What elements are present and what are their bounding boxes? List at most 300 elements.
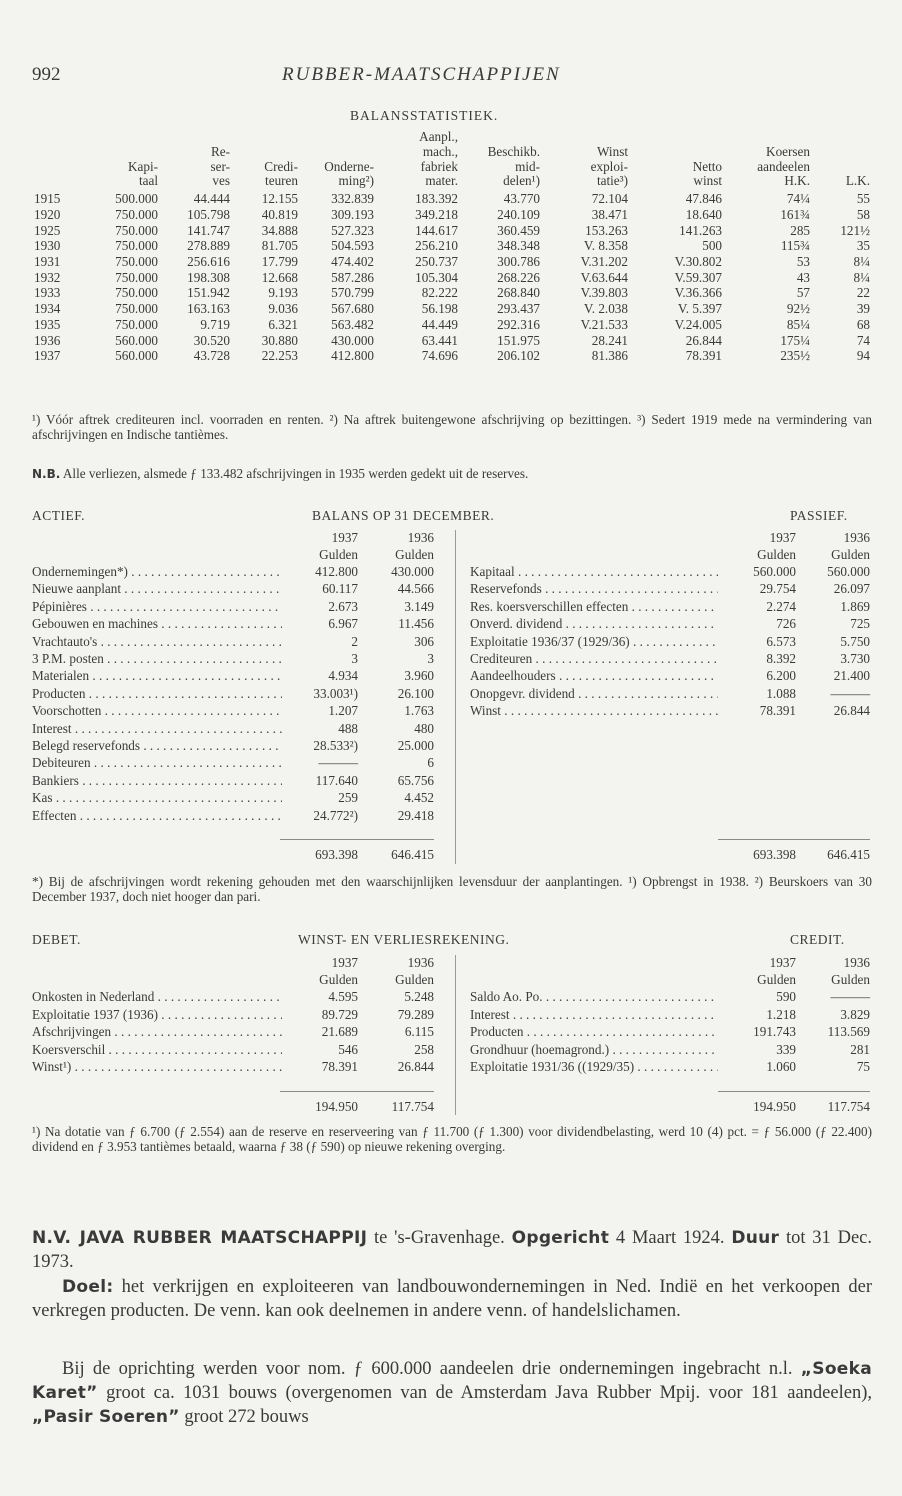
account-value-1937: 2.673 — [328, 598, 358, 614]
account-label: Interest . . . — [470, 1007, 718, 1023]
column-header-line: mid- — [515, 158, 540, 174]
account-row — [470, 1042, 870, 1058]
account-label: Effecten . . . — [32, 808, 282, 824]
account-value-1936: 560.000 — [827, 564, 870, 579]
statistics-cell: 57 — [796, 285, 810, 301]
statistics-cell: 39 — [856, 301, 870, 317]
statistics-cell: 85¼ — [786, 316, 810, 332]
account-value-1936: 26.097 — [833, 581, 870, 597]
account-value-1936: 6.115 — [404, 1024, 434, 1040]
statistics-cell: 750.000 — [115, 269, 158, 285]
account-value-1937: 89.729 — [321, 1006, 358, 1022]
statistics-cell: 30.880 — [261, 332, 298, 348]
statistics-cell: 235½ — [780, 348, 810, 364]
statistics-column-header — [812, 130, 872, 189]
account-value-1936: 25.000 — [397, 738, 434, 753]
statistics-cell: 161¾ — [780, 206, 810, 222]
column-year: 1937 — [769, 955, 796, 970]
pl-divider — [455, 955, 456, 1115]
total-rule — [280, 839, 434, 840]
balance-footnote: *) Bij de afschrijvingen wordt rekening gehouden met den waarschijnlijken levensduur der aanplantingen. ¹) Opbrengst in 1938. ²) Beurskoers van 30 December 1937, doch niet hooger dan pari. — [32, 874, 872, 904]
account-value-1936: 1.763 — [404, 703, 434, 719]
account-value-1936: ——— — [830, 989, 870, 1004]
statistics-cell: 349.218 — [415, 206, 458, 222]
statistics-cell: 1915 — [34, 191, 61, 207]
account-label: Grondhuur (hoemagrond.) . . . — [470, 1042, 718, 1058]
doel-label: Doel: — [62, 1277, 114, 1297]
column-header-line: ves — [212, 173, 230, 189]
statistics-cell: 500 — [702, 238, 722, 254]
account-row — [470, 564, 870, 580]
total-rule — [280, 1091, 434, 1092]
statistics-column-header — [74, 130, 160, 189]
statistics-cell: 474.402 — [331, 254, 374, 269]
account-label: Afschrijvingen . . . — [32, 1024, 282, 1040]
statistics-column-header — [160, 130, 232, 189]
statistics-row — [32, 270, 872, 286]
column-header-line: Aanpl., — [419, 129, 458, 144]
total-left-1936: 646.415 — [391, 847, 434, 862]
statistics-cell: 750.000 — [115, 316, 158, 332]
statistics-cell: 81.705 — [261, 238, 298, 254]
account-value-1937: 191.743 — [753, 1024, 796, 1040]
statistics-cell: 144.617 — [415, 222, 458, 238]
account-label: Interest . . . — [32, 721, 282, 737]
statistics-cell: 560.000 — [115, 332, 158, 348]
statistics-column-header — [542, 130, 630, 189]
p2-a: Bij de oprichting werden voor nom. ƒ 600.000 aandeelen drie ondernemingen ingebracht n.l. — [62, 1359, 801, 1379]
statistics-column-header — [32, 130, 74, 189]
statistics-cell: 292.316 — [497, 316, 540, 332]
statistics-cell: 183.392 — [415, 191, 458, 207]
account-label: Kas . . . — [32, 790, 282, 806]
account-value-1936: 21.400 — [833, 668, 870, 684]
account-value-1937: 117.640 — [315, 772, 358, 788]
statistics-cell: 1932 — [34, 269, 61, 285]
account-value-1936: 3 — [427, 651, 434, 666]
account-value-1937: 3 — [351, 651, 358, 666]
column-year: 1936 — [407, 530, 434, 545]
account-value-1936: 79.289 — [397, 1006, 434, 1022]
statistics-cell: 1937 — [34, 348, 61, 364]
account-value-1936: 44.566 — [397, 581, 434, 597]
p2-e: groot 272 bouws — [179, 1407, 309, 1427]
account-label: Winst¹) . . . — [32, 1059, 282, 1075]
account-value-1936: 725 — [850, 616, 870, 632]
balance-divider — [455, 530, 456, 864]
statistics-cell: V.24.005 — [674, 316, 722, 332]
account-label: Onopgevr. dividend . . . — [470, 686, 718, 702]
statistics-cell: 12.668 — [261, 269, 298, 285]
column-year: 1937 — [331, 530, 358, 545]
statistics-row — [32, 301, 872, 317]
statistics-cell: 74.696 — [421, 348, 458, 364]
account-value-1936: 26.844 — [397, 1059, 434, 1075]
account-label: Onkosten in Nederland . . . — [32, 989, 282, 1005]
account-row — [32, 616, 434, 632]
statistics-cell: 35 — [856, 238, 870, 254]
account-row — [32, 808, 434, 824]
account-label: Aandeelhouders . . . — [470, 668, 718, 684]
account-row — [470, 651, 870, 667]
statistics-footnote: ¹) Vóór aftrek crediteuren incl. voorraden en renten. ²) Na aftrek buitengewone afschrijving op bezittingen. ³) Sedert 1919 mede na vermindering van afschrijvingen en Indische tantièmes. — [32, 412, 872, 442]
account-value-1936: 5.248 — [404, 989, 434, 1004]
account-value-1936: 281 — [850, 1041, 870, 1057]
account-row — [32, 564, 434, 580]
account-label: Reservefonds . . . — [470, 581, 718, 597]
account-row — [470, 686, 870, 702]
statistics-cell: 750.000 — [115, 238, 158, 254]
statistics-cell: 58 — [856, 206, 870, 222]
column-year: 1936 — [843, 530, 870, 545]
account-row — [32, 686, 434, 702]
statistics-cell: 163.163 — [187, 301, 230, 317]
statistics-cell: 293.437 — [497, 301, 540, 317]
statistics-cell: 563.482 — [331, 316, 374, 332]
statistics-title: BALANSSTATISTIEK. — [350, 108, 499, 123]
statistics-cell: 105.798 — [187, 206, 230, 222]
statistics-cell: 1933 — [34, 285, 61, 301]
statistics-cell: V.59.307 — [674, 269, 722, 285]
account-value-1937: 24.772²) — [313, 807, 358, 823]
statistics-body — [32, 189, 872, 364]
statistics-cell: 43 — [796, 269, 810, 285]
pl-right-title: CREDIT. — [790, 932, 845, 947]
account-value-1937: 6.967 — [328, 616, 358, 632]
column-year: 1936 — [407, 955, 434, 970]
account-value-1936: ——— — [830, 685, 870, 701]
company-paragraph-2 — [32, 1357, 872, 1429]
account-value-1937: 6.200 — [766, 668, 796, 684]
statistics-cell: V. 8.358 — [583, 238, 628, 254]
account-value-1936: 3.730 — [840, 651, 870, 666]
statistics-cell: 256.210 — [415, 238, 458, 254]
column-header-line: Winst — [597, 143, 628, 159]
column-header-line: taal — [138, 173, 158, 189]
account-value-1937: ——— — [318, 755, 358, 771]
column-header-line: H.K. — [784, 173, 810, 189]
statistics-cell: 750.000 — [115, 206, 158, 222]
account-label: Exploitatie 1931/36 ((1929/35) . . . — [470, 1059, 718, 1075]
statistics-row — [32, 254, 872, 270]
statistics-cell: 38.471 — [591, 206, 628, 222]
account-row — [32, 668, 434, 684]
account-row — [470, 581, 870, 597]
page-number: 992 — [32, 64, 61, 85]
running-title: RUBBER-MAATSCHAPPIJEN — [282, 64, 561, 85]
statistics-cell: 1920 — [34, 206, 61, 222]
account-value-1937: 4.934 — [328, 668, 358, 684]
statistics-cell: 430.000 — [331, 332, 374, 348]
opgericht-text: 4 Maart 1924. — [609, 1228, 732, 1248]
statistics-cell: 240.109 — [497, 206, 540, 222]
statistics-row — [32, 333, 872, 349]
account-label: Exploitatie 1937 (1936) . . . — [32, 1007, 282, 1023]
statistics-cell: V.36.366 — [674, 285, 722, 301]
account-row — [470, 1007, 870, 1023]
statistics-cell: 750.000 — [115, 222, 158, 238]
column-unit: Gulden — [319, 547, 358, 562]
column-year: 1937 — [331, 955, 358, 970]
statistics-cell: 9.036 — [268, 301, 298, 317]
statistics-cell: 348.348 — [497, 238, 540, 254]
statistics-cell: 40.819 — [261, 206, 298, 222]
statistics-cell: 1935 — [34, 316, 61, 332]
statistics-cell: 74¼ — [786, 191, 810, 207]
statistics-cell: 9.719 — [200, 316, 230, 332]
statistics-cell: 278.889 — [187, 238, 230, 254]
statistics-row — [32, 317, 872, 333]
total-right-1937: 693.398 — [753, 847, 796, 862]
account-row — [470, 1059, 870, 1075]
account-value-1936: 258 — [414, 1041, 434, 1057]
column-unit: Gulden — [831, 547, 870, 562]
statistics-cell: 750.000 — [115, 254, 158, 269]
statistics-cell: 1925 — [34, 222, 61, 238]
statistics-cell: 567.680 — [331, 301, 374, 317]
column-unit: Gulden — [757, 547, 796, 562]
statistics-column-header — [724, 130, 812, 189]
total-right-1936: 117.754 — [827, 1099, 870, 1114]
statistics-cell: 141.263 — [679, 222, 722, 238]
statistics-cell: 300.786 — [497, 254, 540, 269]
column-unit: Gulden — [319, 972, 358, 987]
account-label: Producten . . . — [32, 686, 282, 702]
statistics-cell: V. 5.397 — [677, 301, 722, 317]
account-row — [470, 989, 870, 1005]
account-value-1936: 26.844 — [833, 703, 870, 719]
statistics-header — [32, 130, 872, 189]
column-unit: Gulden — [395, 972, 434, 987]
statistics-cell: 360.459 — [497, 222, 540, 238]
column-header-line: L.K. — [845, 173, 870, 189]
statistics-cell: 17.799 — [261, 254, 298, 269]
column-header-line: delen¹) — [503, 173, 540, 189]
statistics-cell: 8¼ — [853, 254, 870, 269]
account-row — [470, 599, 870, 615]
account-label: Crediteuren . . . — [470, 651, 718, 667]
column-unit: Gulden — [757, 972, 796, 987]
statistics-cell: V.30.802 — [674, 254, 722, 269]
total-rule — [718, 1091, 870, 1092]
statistics-cell: 1931 — [34, 254, 61, 269]
total-left-1936: 117.754 — [391, 1099, 434, 1114]
account-value-1937: 60.117 — [322, 581, 358, 597]
statistics-cell: 82.222 — [421, 285, 458, 301]
account-value-1937: 259 — [338, 790, 358, 806]
statistics-cell: 198.308 — [187, 269, 230, 285]
statistics-cell: 285 — [790, 222, 810, 238]
account-value-1936: 26.100 — [397, 685, 434, 701]
statistics-cell: 1930 — [34, 238, 61, 254]
account-row — [32, 773, 434, 789]
nb-label: N.B. — [32, 467, 61, 481]
statistics-cell: 47.846 — [685, 191, 722, 207]
statistics-row — [32, 348, 872, 364]
statistics-cell: 250.737 — [415, 254, 458, 269]
account-value-1936: 11.456 — [398, 616, 434, 632]
account-value-1936: 3.149 — [404, 598, 434, 614]
account-value-1937: 1.088 — [766, 685, 796, 701]
opgericht-label: Opgericht — [511, 1228, 610, 1248]
statistics-cell: 63.441 — [421, 332, 458, 348]
statistics-column-header — [300, 130, 376, 189]
account-value-1937: 21.689 — [321, 1024, 358, 1040]
account-label: Winst . . . — [470, 703, 718, 719]
statistics-cell: 53 — [796, 254, 810, 269]
statistics-column-header — [630, 130, 724, 189]
account-value-1937: 78.391 — [759, 703, 796, 719]
company-paragraph-1 — [32, 1226, 872, 1274]
statistics-header-row — [32, 130, 872, 189]
account-row — [32, 599, 434, 615]
account-row — [32, 1024, 434, 1040]
account-value-1937: 412.800 — [315, 564, 358, 579]
statistics-row — [32, 223, 872, 239]
account-value-1936: 4.452 — [404, 790, 434, 806]
company-doel — [32, 1275, 872, 1323]
account-value-1936: 1.869 — [840, 598, 870, 614]
statistics-cell: 141.747 — [187, 222, 230, 238]
account-label: Onverd. dividend . . . — [470, 616, 718, 632]
account-value-1937: 2 — [351, 633, 358, 649]
statistics-cell: 309.193 — [331, 206, 374, 222]
column-year: 1936 — [843, 955, 870, 970]
statistics-cell: 56.198 — [421, 301, 458, 317]
account-label: Koersverschil . . . — [32, 1042, 282, 1058]
statistics-cell: 750.000 — [115, 301, 158, 317]
account-value-1936: 29.418 — [397, 807, 434, 823]
statistics-cell: 175¼ — [780, 332, 810, 348]
statistics-cell: 44.449 — [421, 316, 458, 332]
account-value-1937: 29.754 — [759, 581, 796, 597]
statistics-cell: 256.616 — [187, 254, 230, 269]
account-row — [32, 703, 434, 719]
statistics-cell: 268.840 — [497, 285, 540, 301]
statistics-cell: 151.975 — [497, 332, 540, 348]
estate-pasir-soeren: „Pasir Soeren” — [32, 1407, 180, 1427]
account-value-1936: 5.750 — [840, 633, 870, 649]
account-row — [32, 581, 434, 597]
column-header-line: ser- — [210, 158, 230, 174]
statistics-cell: 26.844 — [685, 332, 722, 348]
column-header-line: ming²) — [338, 173, 374, 189]
statistics-cell: V.63.644 — [580, 269, 628, 285]
statistics-cell: 9.193 — [268, 285, 298, 301]
account-label: Materialen . . . — [32, 668, 282, 684]
account-row — [32, 721, 434, 737]
account-value-1937: 488 — [338, 720, 358, 736]
statistics-cell: 68 — [856, 316, 870, 332]
statistics-cell: 153.263 — [585, 222, 628, 238]
account-row — [470, 634, 870, 650]
statistics-cell: 8¼ — [853, 269, 870, 285]
statistics-cell: 55 — [856, 191, 870, 207]
account-value-1937: 590 — [776, 989, 796, 1004]
account-value-1937: 339 — [776, 1041, 796, 1057]
account-value-1936: 75 — [856, 1059, 870, 1075]
account-value-1937: 1.060 — [766, 1059, 796, 1075]
account-value-1937: 1.207 — [328, 703, 358, 719]
statistics-column-header — [460, 130, 542, 189]
column-header-line: Kapi- — [127, 158, 158, 174]
statistics-cell: 527.323 — [331, 222, 374, 238]
account-value-1937: 8.392 — [766, 651, 796, 666]
balance-left-title: ACTIEF. — [32, 508, 86, 523]
duur-label: Duur — [731, 1228, 780, 1248]
nb-text: Alle verliezen, alsmede ƒ 133.482 afschrijvingen in 1935 werden gedekt uit de reserves. — [62, 466, 529, 481]
account-label: Nieuwe aanplant . . . — [32, 581, 282, 597]
statistics-cell: 94 — [856, 348, 870, 364]
account-value-1937: 560.000 — [753, 564, 796, 579]
statistics-row — [32, 238, 872, 254]
estate-soeka-karet: „Soeka Karet” — [32, 1359, 872, 1403]
account-value-1937: 4.595 — [328, 989, 358, 1004]
account-row — [470, 616, 870, 632]
pl-footnote: ¹) Na dotatie van ƒ 6.700 (ƒ 2.554) aan de reserve en reserveering van ƒ 11.700 (ƒ 1.300) voor dividendbelasting, werd 10 (4) pct. = ƒ 56.000 (ƒ 22.400) dividend en ƒ 3.953 tantièmes betaald, waarna ƒ 38 (ƒ 590) op nieuwe rekening overging. — [32, 1124, 872, 1154]
column-unit: Gulden — [831, 972, 870, 987]
statistics-cell: 72.104 — [591, 191, 628, 207]
account-label: Producten . . . — [470, 1024, 718, 1040]
statistics-cell: 500.000 — [115, 191, 158, 207]
account-label: 3 P.M. posten . . . — [32, 651, 282, 667]
account-row — [32, 651, 434, 667]
account-row — [32, 989, 434, 1005]
column-header-line: exploi- — [590, 158, 628, 174]
account-value-1936: 65.756 — [397, 772, 434, 788]
statistics-cell: V.39.803 — [580, 285, 628, 301]
statistics-cell: 12.155 — [261, 191, 298, 207]
nb-note — [32, 466, 872, 482]
account-row — [32, 1059, 434, 1075]
statistics-cell: 28.241 — [591, 332, 628, 348]
pl-left-title: DEBET. — [32, 932, 81, 947]
statistics-cell: 587.286 — [331, 269, 374, 285]
total-rule — [718, 839, 870, 840]
account-label: Exploitatie 1936/37 (1929/36) . . . — [470, 634, 718, 650]
account-value-1936: 430.000 — [391, 564, 434, 579]
account-row — [470, 668, 870, 684]
account-row — [32, 790, 434, 806]
statistics-cell: 268.226 — [497, 269, 540, 285]
p2-c: groot ca. 1031 bouws (overgenomen van de Amsterdam Java Rubber Mpij. voor 181 aandeelen), — [97, 1383, 872, 1403]
column-header-line: fabriek — [420, 158, 458, 174]
statistics-cell: 504.593 — [331, 238, 374, 254]
company-name: N.V. JAVA RUBBER MAATSCHAPPIJ — [32, 1228, 368, 1248]
account-value-1937: 2.274 — [766, 598, 796, 614]
account-label: Bankiers . . . — [32, 773, 282, 789]
statistics-cell: 151.942 — [187, 285, 230, 301]
statistics-cell: 43.770 — [503, 191, 540, 207]
account-value-1936: 113.569 — [827, 1024, 870, 1040]
statistics-cell: 74 — [856, 332, 870, 348]
account-label: Kapitaal . . . — [470, 564, 718, 580]
balance-right-title: PASSIEF. — [790, 508, 848, 523]
total-right-1937: 194.950 — [753, 1099, 796, 1114]
column-header-line: mach., — [422, 143, 458, 159]
total-right-1936: 646.415 — [827, 847, 870, 862]
statistics-row — [32, 189, 872, 207]
column-header-line: winst — [693, 173, 722, 189]
statistics-cell: 44.444 — [193, 191, 230, 207]
account-label: Ondernemingen*) . . . — [32, 564, 282, 580]
statistics-column-header — [232, 130, 300, 189]
account-label: Voorschotten . . . — [32, 703, 282, 719]
statistics-column-header — [376, 130, 460, 189]
account-value-1936: 3.960 — [404, 668, 434, 684]
statistics-cell: 1936 — [34, 332, 61, 348]
account-value-1936: 480 — [414, 720, 434, 736]
